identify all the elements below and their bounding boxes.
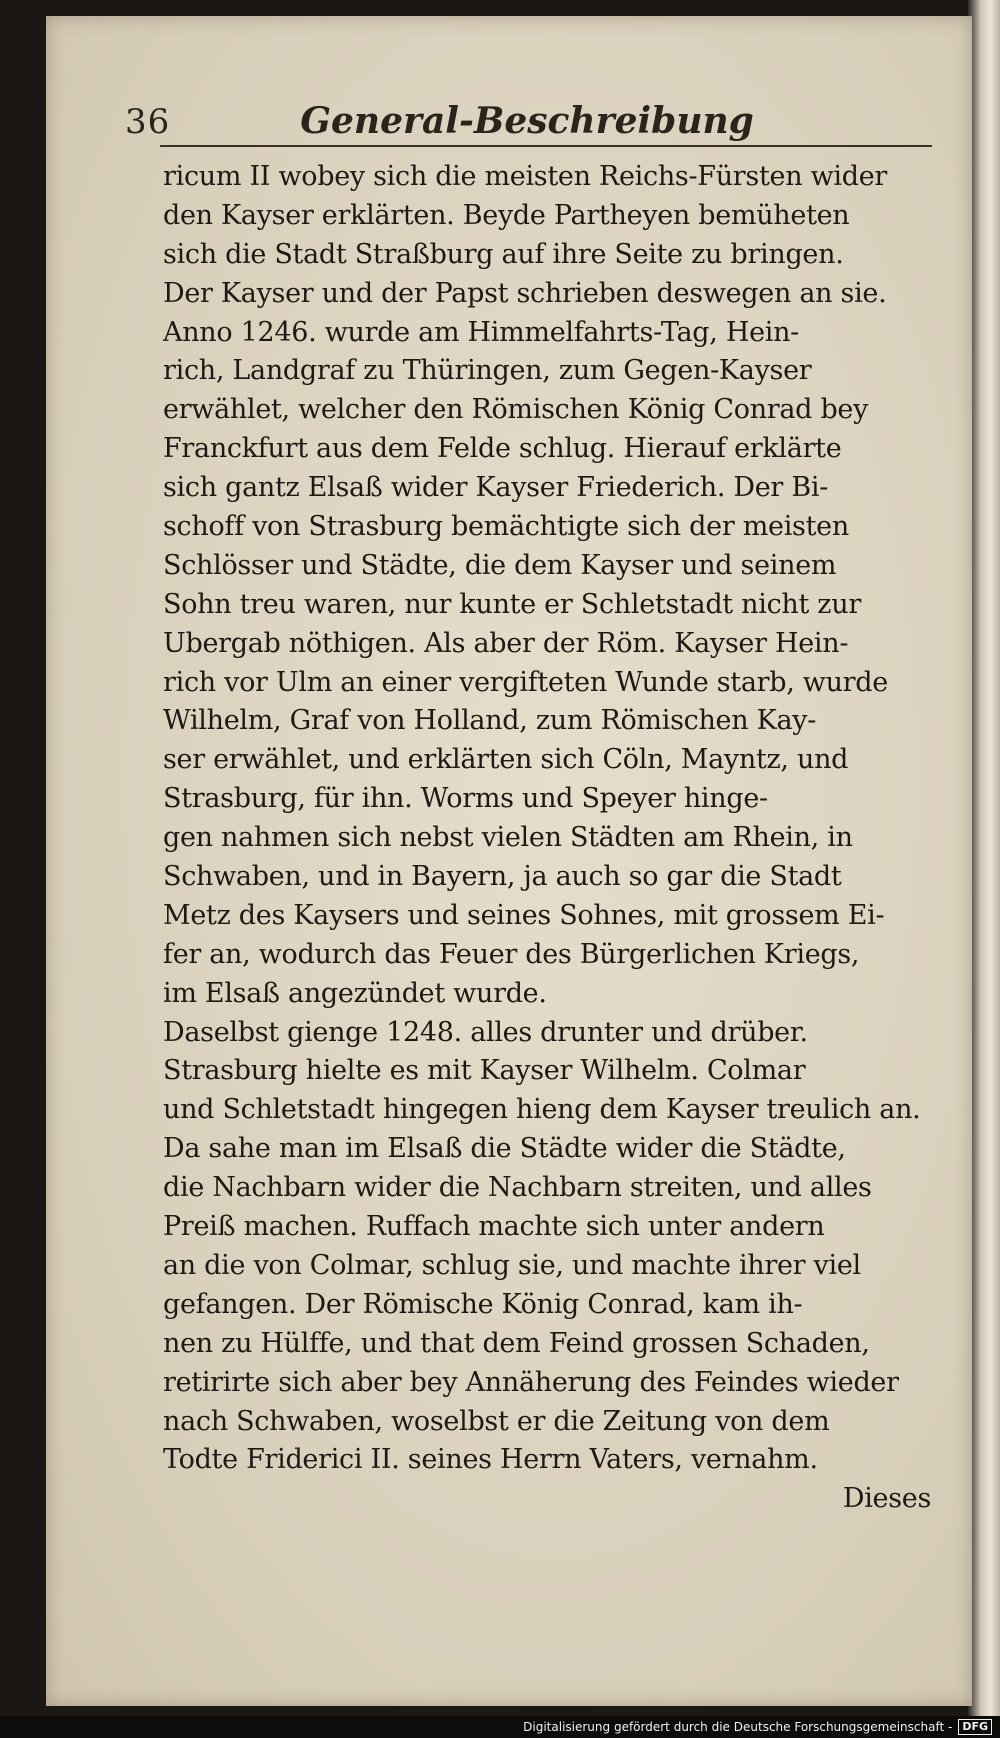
text-line: Sohn treu waren, nur kunte er Schletstadt nicht zur — [163, 588, 861, 620]
text-line: Anno 1246. wurde am Himmelfahrts-Tag, Hein- — [163, 316, 800, 348]
text-line: sich die Stadt Straßburg auf ihre Seite zu bringen. — [163, 238, 844, 270]
text-line: ser erwählet, und erklärten sich Cöln, Mayntz, und — [163, 744, 849, 776]
text-line: sich gantz Elsaß wider Kayser Friederich. Der Bi- — [163, 472, 829, 504]
text-line: und Schletstadt hingegen hieng dem Kayser treulich an. — [163, 1094, 921, 1126]
text-line: nach Schwaben, woselbst er die Zeitung von dem — [163, 1405, 830, 1437]
text-line: im Elsaß angezündet wurde. — [163, 977, 547, 1009]
text-line: ricum II wobey sich die meisten Reichs-Fürsten wider — [163, 161, 887, 192]
page-header — [125, 82, 925, 142]
digitization-footer — [0, 1716, 1000, 1738]
header-rule — [160, 145, 932, 147]
page-number: 36 — [125, 102, 171, 142]
dfg-logo: DFG — [958, 1719, 992, 1735]
text-line: Franckfurt aus dem Felde schlug. Hierauf erklärte — [163, 433, 842, 465]
text-line: Schwaben, und in Bayern, ja auch so gar die Stadt — [163, 861, 842, 893]
text-line: Strasburg hielte es mit Kayser Wilhelm. Colmar — [163, 1055, 806, 1087]
text-line: die Nachbarn wider die Nachbarn streiten, und alles — [163, 1172, 872, 1204]
body-text — [163, 158, 943, 1519]
footer-credit: Digitalisierung gefördert durch die Deutsche Forschungsgemeinschaft - — [523, 1720, 953, 1734]
book-fore-edge — [968, 0, 1000, 1738]
text-line: Schlösser und Städte, die dem Kayser und seinem — [163, 549, 837, 581]
text-line: den Kayser erklärten. Beyde Partheyen bemüheten — [163, 199, 850, 231]
text-line: Der Kayser und der Papst schrieben deswegen an sie. — [163, 277, 887, 309]
text-line: Ubergab nöthigen. Als aber der Röm. Kayser Hein- — [163, 627, 849, 659]
text-line: erwählet, welcher den Römischen König Conrad bey — [163, 394, 869, 426]
text-line: gen nahmen sich nebst vielen Städten am Rhein, in — [163, 822, 853, 854]
text-line: Metz des Kaysers und seines Sohnes, mit grossem Ei- — [163, 899, 885, 931]
text-line: Daselbst gienge 1248. alles drunter und drüber. — [163, 1016, 808, 1048]
text-line: rich vor Ulm an einer vergifteten Wunde starb, wurde — [163, 666, 888, 698]
text-line: nen zu Hülffe, und that dem Feind grossen Schaden, — [163, 1327, 870, 1359]
text-line: an die von Colmar, schlug sie, und machte ihrer viel — [163, 1249, 861, 1281]
text-line: Strasburg, für ihn. Worms und Speyer hinge- — [163, 783, 768, 815]
text-line: fer an, wodurch das Feuer des Bürgerlichen Kriegs, — [163, 938, 860, 970]
running-title: General-Beschreibung — [300, 100, 754, 142]
text-line: Dieses — [842, 1483, 931, 1515]
text-line: retirirte sich aber bey Annäherung des Feindes wieder — [163, 1366, 899, 1398]
text-line: schoff von Strasburg bemächtigte sich der meisten — [163, 511, 849, 543]
text-line: Da sahe man im Elsaß die Städte wider die Städte, — [163, 1133, 846, 1165]
text-line: rich, Landgraf zu Thüringen, zum Gegen-Kayser — [163, 355, 812, 387]
text-line: gefangen. Der Römische König Conrad, kam ih- — [163, 1288, 803, 1320]
text-line: Wilhelm, Graf von Holland, zum Römischen Kay- — [163, 705, 817, 737]
text-line: Todte Friderici II. seines Herrn Vaters, vernahm. — [163, 1444, 818, 1476]
text-line: Preiß machen. Ruffach machte sich unter andern — [163, 1211, 825, 1243]
